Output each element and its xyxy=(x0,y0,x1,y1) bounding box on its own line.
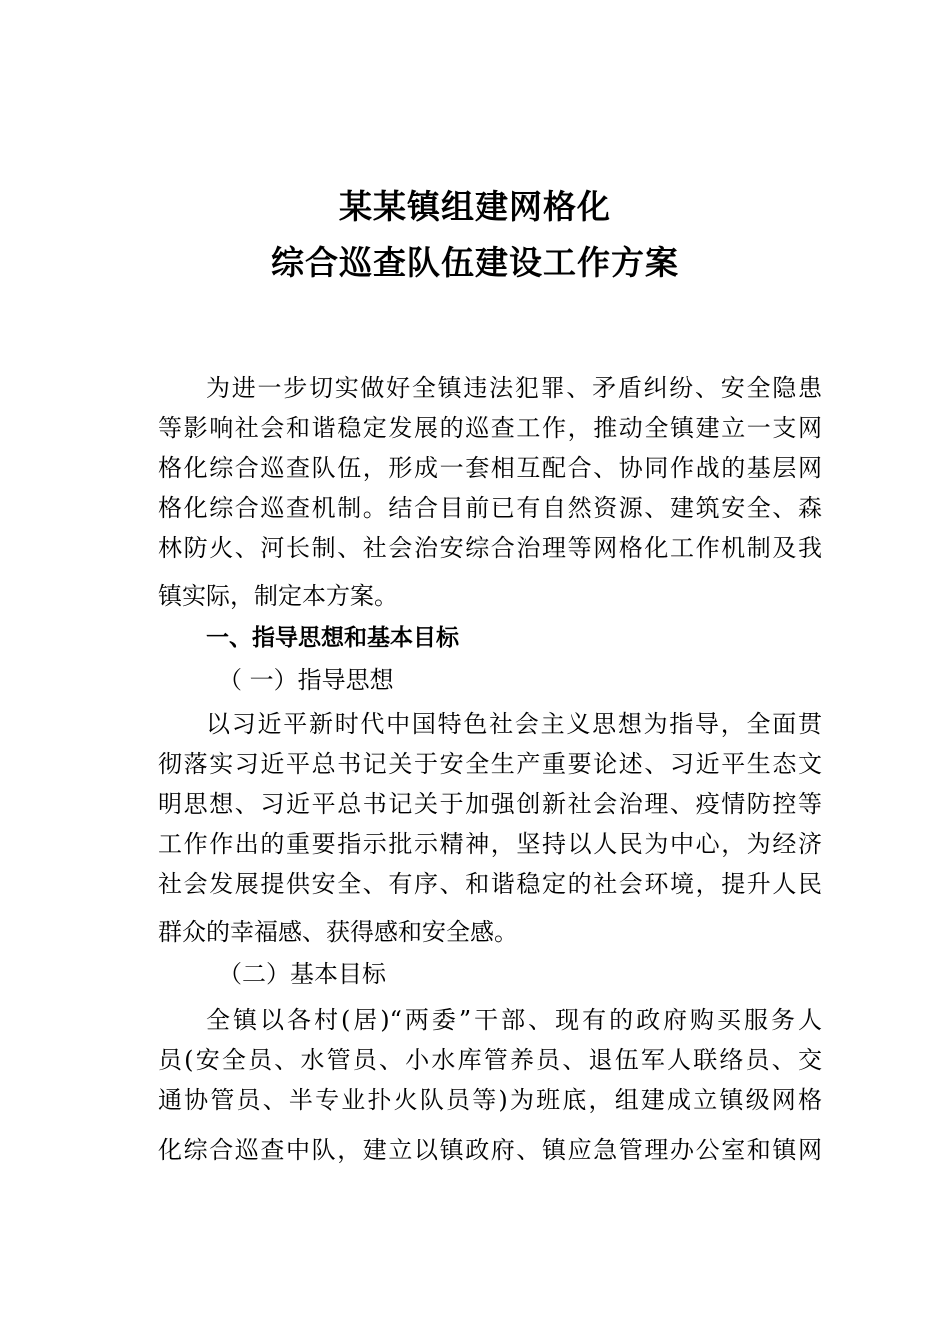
subsection-heading: （ 一）指导思想 xyxy=(218,666,394,694)
guiding-thought-line: 彻落实习近平总书记关于安全生产重要论述、习近平生态文 xyxy=(158,750,822,778)
basic-goal-line: 通协管员、半专业扑火队员等)为班底，组建成立镇级网格 xyxy=(158,1086,822,1114)
guiding-thought-line: 社会发展提供安全、有序、和谐稳定的社会环境，提升人民 xyxy=(158,870,822,898)
guiding-thought-line: 群众的幸福感、获得感和安全感。 xyxy=(158,918,518,946)
intro-line: 镇实际，制定本方案。 xyxy=(158,582,398,610)
basic-goal-line: 员(安全员、水管员、小水库管养员、退伍军人联络员、交 xyxy=(158,1046,822,1074)
intro-line: 林防火、河长制、社会治安综合治理等网格化工作机制及我 xyxy=(158,534,822,562)
basic-goal-line: 全镇以各村(居)“两委”干部、现有的政府购买服务人 xyxy=(206,1006,822,1034)
intro-line: 格化综合巡查队伍，形成一套相互配合、协同作战的基层网 xyxy=(158,454,822,482)
guiding-thought-line: 以习近平新时代中国特色社会主义思想为指导，全面贯 xyxy=(206,710,822,738)
guiding-thought-line: 工作作出的重要指示批示精神，坚持以人民为中心，为经济 xyxy=(158,830,822,858)
intro-line: 等影响社会和谐稳定发展的巡查工作，推动全镇建立一支网 xyxy=(158,414,822,442)
basic-goal-line: 化综合巡查中队，建立以镇政府、镇应急管理办公室和镇网 xyxy=(158,1136,822,1164)
guiding-thought-line: 明思想、习近平总书记关于加强创新社会治理、疫情防控等 xyxy=(158,790,822,818)
section-heading: 一、指导思想和基本目标 xyxy=(206,625,459,651)
subsection-heading: （二）基本目标 xyxy=(218,960,386,988)
intro-line: 为进一步切实做好全镇违法犯罪、矛盾纠纷、安全隐患 xyxy=(206,374,822,402)
intro-line: 格化综合巡查机制。结合目前已有自然资源、建筑安全、森 xyxy=(158,494,822,522)
document-title-line-1: 某某镇组建网格化 xyxy=(339,187,611,226)
document-title-line-2: 综合巡查队伍建设工作方案 xyxy=(271,243,679,282)
